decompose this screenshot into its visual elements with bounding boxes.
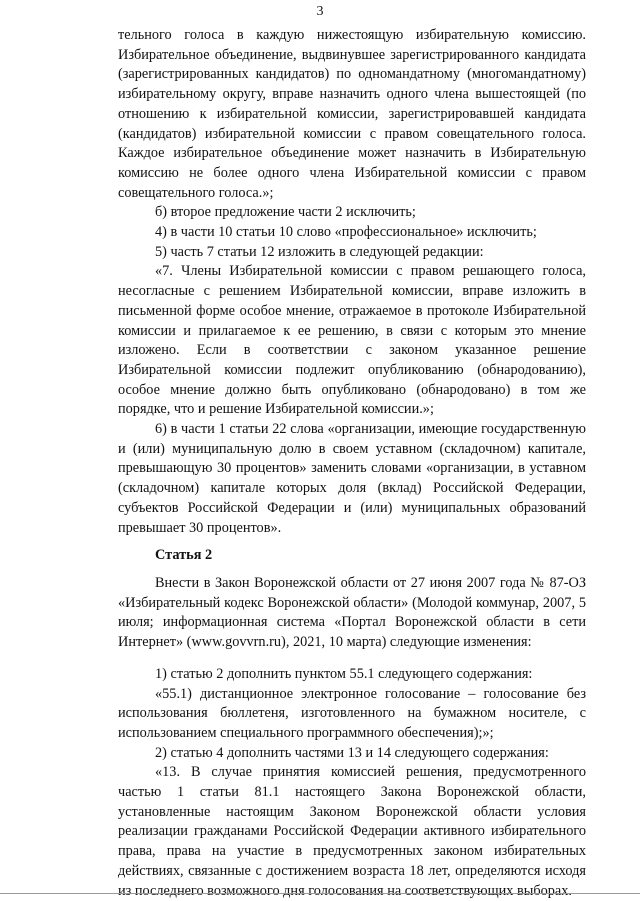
quoted-part-7: «7. Члены Избирательной комиссии с правом решающего голоса, несогласные с решением Избирательной комиссии, вправе изложить в письменной форме особое мнение, отражаемое в протоколе Избирательной комиссии и прилагаемое к ее решению, в связи с которым это мнение изложено. Если в соответствии с законом указанное решение Избирательной комиссии подлежит опубликованию (обнародованию), особое мнение должно быть опубликовано (обнародовано) в том же порядке, что и решение Избирательной комиссии.»; — [118, 263, 586, 418]
paragraph-continuation: тельного голоса в каждую нижестоящую избирательную комиссию. Избирательное объединение, выдвинувшее зарегистрированного кандидата (зарегистрированных кандидатов) по одномандатному (многомандатному) избирательному округу, вправе назначить одного члена вышестоящей (по отношению к избирательной комиссии, зарегистрировавшей кандидата (кандидатов) избирательной комиссии с правом совещательного голоса. Каждое избирательное объединение может назначить в Избирательную комиссию не более одного члена Избирательной комиссии с правом совещательного голоса.»; — [118, 27, 586, 201]
list-item-1: 1) статью 2 дополнить пунктом 55.1 следующего содержания: — [155, 665, 533, 682]
quoted-item-55-1: «55.1) дистанционное электронное голосование – голосование без использования бюллетеня, изготовленного на бумажном носителе, с использованием специального программного обеспечения);»; — [118, 685, 586, 741]
bottom-rule — [0, 893, 640, 894]
list-item-6: 6) в части 1 статьи 22 слова «организации, имеющие государственную и (или) муниципальную долю в своем уставном (складочном) капитале, превышающую 30 процентов» заменить словами «организации, в уставном (складочном) капитале которых доля (вклад) Российской Федерации, субъектов Российской Федерации и (или) муниципальных образований превышает 30 процентов». — [118, 421, 586, 536]
quoted-part-13: «13. В случае принятия комиссией решения, предусмотренного частью 1 статьи 81.1 настоящего Закона Воронежской области, установленные настоящим Законом Воронежской области условия реализации гражданами Российской Федерации активного избирательного права, права на участие в предусмотренных законом избирательных действиях, связанные с достижением возраста 18 лет, определяются исходя из последнего возможного дня голосования на соответствующих выборах. — [118, 764, 586, 899]
list-item-2: 2) статью 4 дополнить частями 13 и 14 следующего содержания: — [155, 744, 549, 761]
article-heading: Статья 2 — [155, 547, 213, 564]
article-intro: Внести в Закон Воронежской области от 27 июня 2007 года № 87-ОЗ «Избирательный кодекс Воронежской области» (Молодой коммунар, 2007, 5 июля; информационная система «Портал Воронежской области в сети Интернет» (www.govvrn.ru), 2021, 10 марта) следующие изменения: — [118, 574, 586, 651]
document-body — [118, 26, 586, 901]
list-item-5: 5) часть 7 статьи 12 изложить в следующей редакции: — [155, 243, 484, 260]
page-number: 3 — [316, 4, 324, 19]
list-item-4: 4) в части 10 статьи 10 слово «профессиональное» исключить; — [155, 224, 537, 241]
list-item-b: б) второе предложение части 2 исключить; — [155, 204, 416, 221]
